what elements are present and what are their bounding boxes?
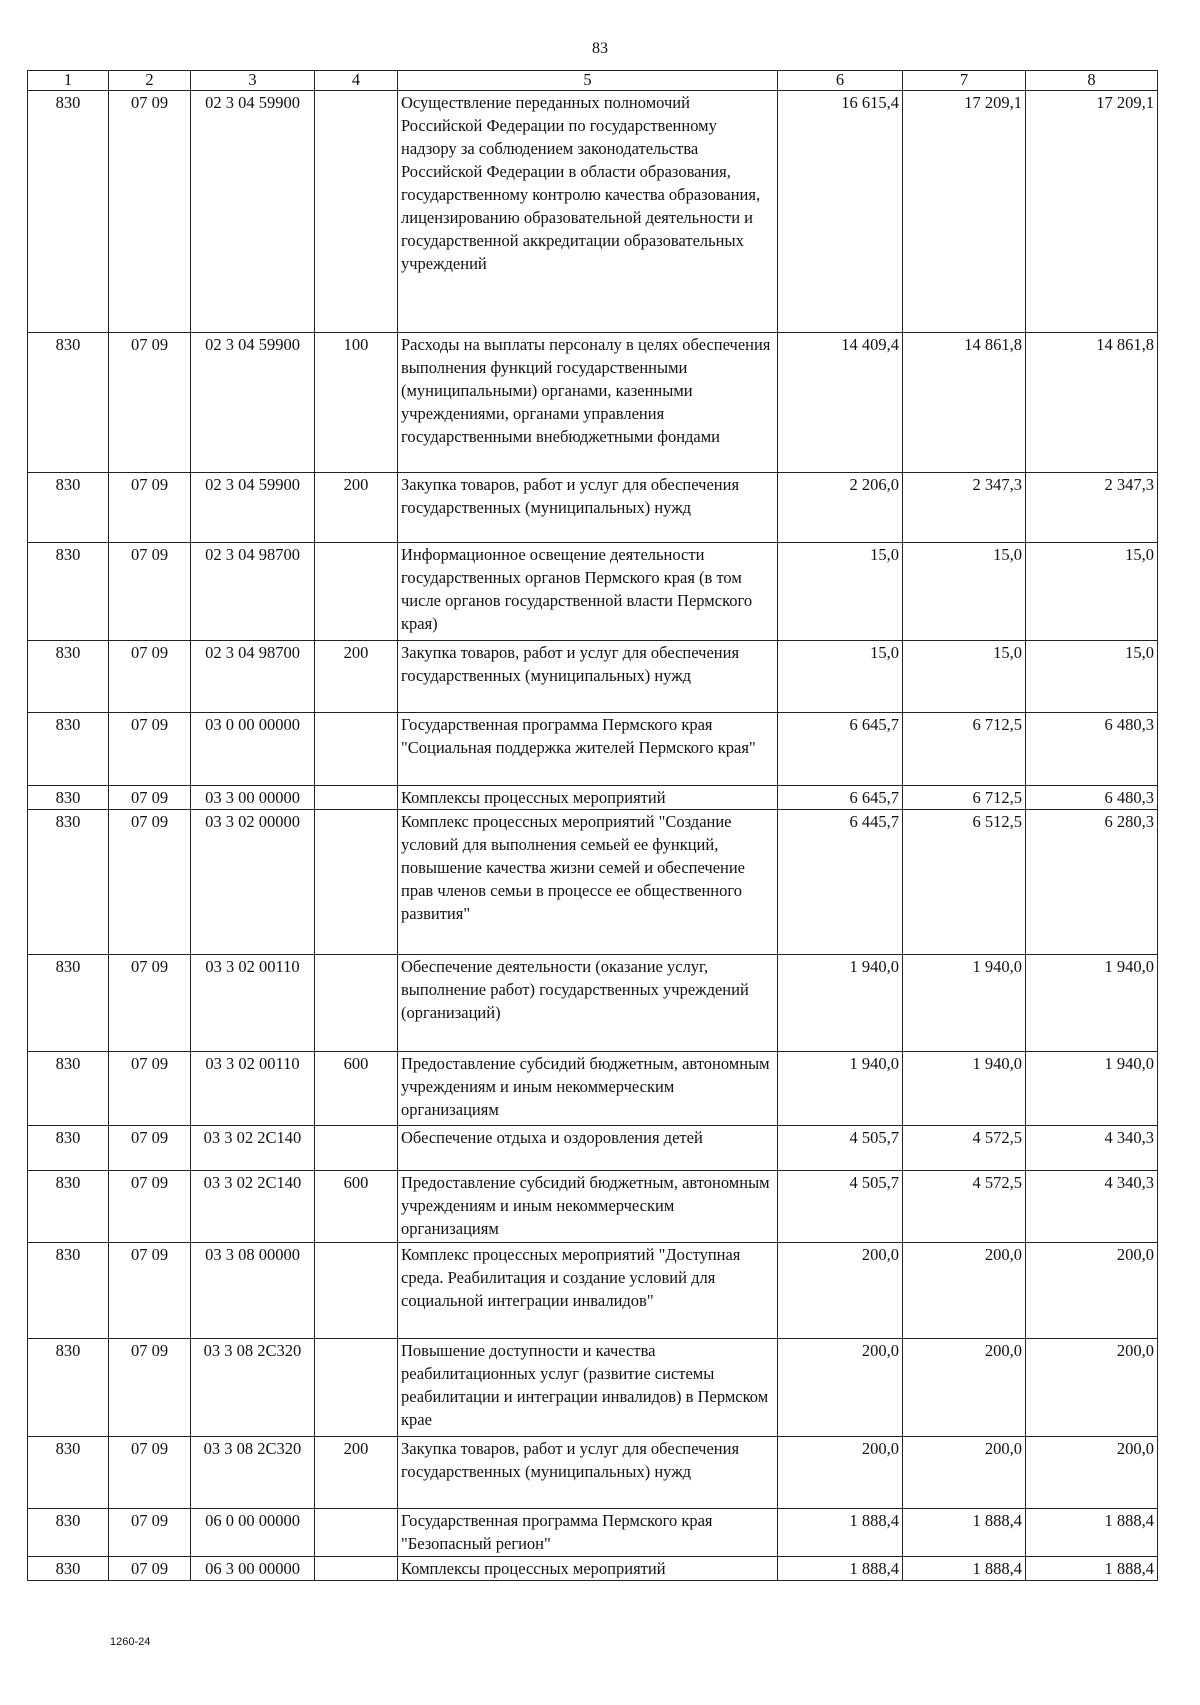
admin-code-cell: 830 (28, 1339, 109, 1437)
table-row (28, 1339, 1158, 1437)
target-code-cell: 03 3 08 2С320 (191, 1437, 315, 1509)
target-code-cell: 02 3 04 59900 (191, 333, 315, 473)
amount-year1-cell: 14 409,4 (778, 333, 903, 473)
amount-year1-cell: 1 940,0 (778, 955, 903, 1052)
amount-year2-cell: 6 712,5 (903, 786, 1026, 810)
amount-year3-cell: 1 940,0 (1026, 1052, 1158, 1126)
amount-year1-cell: 6 645,7 (778, 786, 903, 810)
amount-year2-cell: 200,0 (903, 1437, 1026, 1509)
amount-year2-cell: 2 347,3 (903, 473, 1026, 543)
amount-year3-cell: 1 888,4 (1026, 1509, 1158, 1557)
admin-code-cell: 830 (28, 641, 109, 713)
amount-year3-cell: 4 340,3 (1026, 1171, 1158, 1243)
admin-code-cell: 830 (28, 1557, 109, 1581)
section-code-cell: 07 09 (109, 1171, 191, 1243)
target-code-cell: 03 3 08 00000 (191, 1243, 315, 1339)
section-code-cell: 07 09 (109, 543, 191, 641)
amount-year1-cell: 4 505,7 (778, 1126, 903, 1171)
amount-year1-cell: 200,0 (778, 1339, 903, 1437)
item-name-cell: Комплекс процессных мероприятий "Создание условий для выполнения семьей ее функций, повышение качества жизни семей и обеспечение прав членов семьи в процессе ее общественного развития" (398, 810, 778, 955)
table-row (28, 543, 1158, 641)
admin-code-cell: 830 (28, 1509, 109, 1557)
target-code-cell: 03 3 08 2С320 (191, 1339, 315, 1437)
expense-type-cell (315, 1243, 398, 1339)
amount-year3-cell: 1 888,4 (1026, 1557, 1158, 1581)
amount-year2-cell: 200,0 (903, 1339, 1026, 1437)
section-code-cell: 07 09 (109, 810, 191, 955)
admin-code-cell: 830 (28, 543, 109, 641)
amount-year3-cell: 6 280,3 (1026, 810, 1158, 955)
table-row (28, 1243, 1158, 1339)
admin-code-cell: 830 (28, 786, 109, 810)
item-name-cell: Закупка товаров, работ и услуг для обеспечения государственных (муниципальных) нужд (398, 473, 778, 543)
table-row (28, 713, 1158, 786)
expense-type-cell: 100 (315, 333, 398, 473)
column-header: 7 (903, 71, 1026, 91)
table-row (28, 91, 1158, 333)
item-name-cell: Обеспечение деятельности (оказание услуг, выполнение работ) государственных учреждений (организаций) (398, 955, 778, 1052)
table-row (28, 333, 1158, 473)
expense-type-cell (315, 1126, 398, 1171)
target-code-cell: 02 3 04 98700 (191, 641, 315, 713)
admin-code-cell: 830 (28, 1437, 109, 1509)
expense-type-cell: 200 (315, 473, 398, 543)
expense-type-cell (315, 91, 398, 333)
item-name-cell: Закупка товаров, работ и услуг для обеспечения государственных (муниципальных) нужд (398, 1437, 778, 1509)
amount-year2-cell: 200,0 (903, 1243, 1026, 1339)
amount-year3-cell: 14 861,8 (1026, 333, 1158, 473)
target-code-cell: 03 3 02 00110 (191, 1052, 315, 1126)
section-code-cell: 07 09 (109, 1339, 191, 1437)
amount-year1-cell: 200,0 (778, 1243, 903, 1339)
admin-code-cell: 830 (28, 810, 109, 955)
amount-year1-cell: 15,0 (778, 543, 903, 641)
section-code-cell: 07 09 (109, 1126, 191, 1171)
expense-type-cell (315, 786, 398, 810)
amount-year3-cell: 200,0 (1026, 1339, 1158, 1437)
amount-year3-cell: 6 480,3 (1026, 713, 1158, 786)
expense-type-cell (315, 713, 398, 786)
item-name-cell: Комплексы процессных мероприятий (398, 786, 778, 810)
amount-year1-cell: 1 888,4 (778, 1557, 903, 1581)
target-code-cell: 03 3 02 00000 (191, 810, 315, 955)
table-row (28, 1557, 1158, 1581)
table-row (28, 473, 1158, 543)
section-code-cell: 07 09 (109, 1557, 191, 1581)
admin-code-cell: 830 (28, 473, 109, 543)
table-row (28, 1126, 1158, 1171)
amount-year3-cell: 2 347,3 (1026, 473, 1158, 543)
amount-year2-cell: 4 572,5 (903, 1126, 1026, 1171)
item-name-cell: Повышение доступности и качества реабилитационных услуг (развитие системы реабилитации и интеграции инвалидов) в Пермском крае (398, 1339, 778, 1437)
expense-type-cell: 600 (315, 1171, 398, 1243)
budget-table (27, 70, 1158, 1581)
section-code-cell: 07 09 (109, 955, 191, 1052)
item-name-cell: Предоставление субсидий бюджетным, автономным учреждениям и иным некоммерческим организациям (398, 1171, 778, 1243)
expense-type-cell: 200 (315, 641, 398, 713)
target-code-cell: 06 0 00 00000 (191, 1509, 315, 1557)
column-header: 2 (109, 71, 191, 91)
amount-year2-cell: 4 572,5 (903, 1171, 1026, 1243)
section-code-cell: 07 09 (109, 473, 191, 543)
amount-year2-cell: 6 512,5 (903, 810, 1026, 955)
amount-year2-cell: 1 888,4 (903, 1557, 1026, 1581)
target-code-cell: 03 0 00 00000 (191, 713, 315, 786)
table-row (28, 810, 1158, 955)
section-code-cell: 07 09 (109, 1052, 191, 1126)
admin-code-cell: 830 (28, 1052, 109, 1126)
target-code-cell: 03 3 02 2С140 (191, 1126, 315, 1171)
item-name-cell: Предоставление субсидий бюджетным, автономным учреждениям и иным некоммерческим организациям (398, 1052, 778, 1126)
expense-type-cell (315, 810, 398, 955)
amount-year3-cell: 15,0 (1026, 543, 1158, 641)
expense-type-cell (315, 1557, 398, 1581)
page-number: 83 (592, 40, 608, 57)
amount-year2-cell: 17 209,1 (903, 91, 1026, 333)
admin-code-cell: 830 (28, 1171, 109, 1243)
amount-year3-cell: 200,0 (1026, 1437, 1158, 1509)
item-name-cell: Информационное освещение деятельности государственных органов Пермского края (в том числе органов государственной власти Пермского края) (398, 543, 778, 641)
section-code-cell: 07 09 (109, 333, 191, 473)
admin-code-cell: 830 (28, 955, 109, 1052)
expense-type-cell: 600 (315, 1052, 398, 1126)
table-row (28, 955, 1158, 1052)
target-code-cell: 02 3 04 98700 (191, 543, 315, 641)
amount-year3-cell: 6 480,3 (1026, 786, 1158, 810)
table-row (28, 786, 1158, 810)
expense-type-cell (315, 1339, 398, 1437)
item-name-cell: Расходы на выплаты персоналу в целях обеспечения выполнения функций государственными (муниципальными) органами, казенными учреждениями, органами управления государственными внебюджетными фондами (398, 333, 778, 473)
section-code-cell: 07 09 (109, 786, 191, 810)
column-header: 5 (398, 71, 778, 91)
item-name-cell: Осуществление переданных полномочий Российской Федерации по государственному надзору за соблюдением законодательства Российской Федерации в области образования, государственному контролю качества образования, лицензированию образовательной деятельности и государственной аккредитации образовательных учреждений (398, 91, 778, 333)
amount-year1-cell: 15,0 (778, 641, 903, 713)
section-code-cell: 07 09 (109, 1437, 191, 1509)
amount-year3-cell: 200,0 (1026, 1243, 1158, 1339)
item-name-cell: Государственная программа Пермского края "Социальная поддержка жителей Пермского края" (398, 713, 778, 786)
item-name-cell: Закупка товаров, работ и услуг для обеспечения государственных (муниципальных) нужд (398, 641, 778, 713)
section-code-cell: 07 09 (109, 1243, 191, 1339)
amount-year3-cell: 4 340,3 (1026, 1126, 1158, 1171)
document-code: 1260-24 (110, 1636, 151, 1648)
expense-type-cell (315, 1509, 398, 1557)
item-name-cell: Обеспечение отдыха и оздоровления детей (398, 1126, 778, 1171)
admin-code-cell: 830 (28, 1126, 109, 1171)
section-code-cell: 07 09 (109, 1509, 191, 1557)
item-name-cell: Комплекс процессных мероприятий "Доступная среда. Реабилитация и создание условий для социальной интеграции инвалидов" (398, 1243, 778, 1339)
column-header: 4 (315, 71, 398, 91)
amount-year3-cell: 1 940,0 (1026, 955, 1158, 1052)
amount-year1-cell: 16 615,4 (778, 91, 903, 333)
amount-year1-cell: 1 940,0 (778, 1052, 903, 1126)
expense-type-cell: 200 (315, 1437, 398, 1509)
header-row (28, 71, 1158, 91)
amount-year1-cell: 4 505,7 (778, 1171, 903, 1243)
table-row (28, 1509, 1158, 1557)
amount-year2-cell: 15,0 (903, 641, 1026, 713)
amount-year3-cell: 15,0 (1026, 641, 1158, 713)
target-code-cell: 03 3 00 00000 (191, 786, 315, 810)
amount-year1-cell: 6 445,7 (778, 810, 903, 955)
expense-type-cell (315, 543, 398, 641)
expense-type-cell (315, 955, 398, 1052)
admin-code-cell: 830 (28, 1243, 109, 1339)
column-header: 8 (1026, 71, 1158, 91)
table-row (28, 1052, 1158, 1126)
section-code-cell: 07 09 (109, 641, 191, 713)
amount-year2-cell: 6 712,5 (903, 713, 1026, 786)
target-code-cell: 03 3 02 2С140 (191, 1171, 315, 1243)
target-code-cell: 06 3 00 00000 (191, 1557, 315, 1581)
amount-year3-cell: 17 209,1 (1026, 91, 1158, 333)
amount-year1-cell: 2 206,0 (778, 473, 903, 543)
table-row (28, 1171, 1158, 1243)
amount-year2-cell: 1 940,0 (903, 955, 1026, 1052)
section-code-cell: 07 09 (109, 713, 191, 786)
amount-year2-cell: 1 940,0 (903, 1052, 1026, 1126)
target-code-cell: 02 3 04 59900 (191, 91, 315, 333)
amount-year1-cell: 6 645,7 (778, 713, 903, 786)
admin-code-cell: 830 (28, 91, 109, 333)
column-header: 3 (191, 71, 315, 91)
amount-year2-cell: 15,0 (903, 543, 1026, 641)
amount-year2-cell: 14 861,8 (903, 333, 1026, 473)
amount-year2-cell: 1 888,4 (903, 1509, 1026, 1557)
target-code-cell: 02 3 04 59900 (191, 473, 315, 543)
amount-year1-cell: 200,0 (778, 1437, 903, 1509)
column-header: 1 (28, 71, 109, 91)
admin-code-cell: 830 (28, 333, 109, 473)
target-code-cell: 03 3 02 00110 (191, 955, 315, 1052)
table-row (28, 641, 1158, 713)
admin-code-cell: 830 (28, 713, 109, 786)
table-row (28, 1437, 1158, 1509)
amount-year1-cell: 1 888,4 (778, 1509, 903, 1557)
section-code-cell: 07 09 (109, 91, 191, 333)
column-header: 6 (778, 71, 903, 91)
item-name-cell: Государственная программа Пермского края "Безопасный регион" (398, 1509, 778, 1557)
item-name-cell: Комплексы процессных мероприятий (398, 1557, 778, 1581)
